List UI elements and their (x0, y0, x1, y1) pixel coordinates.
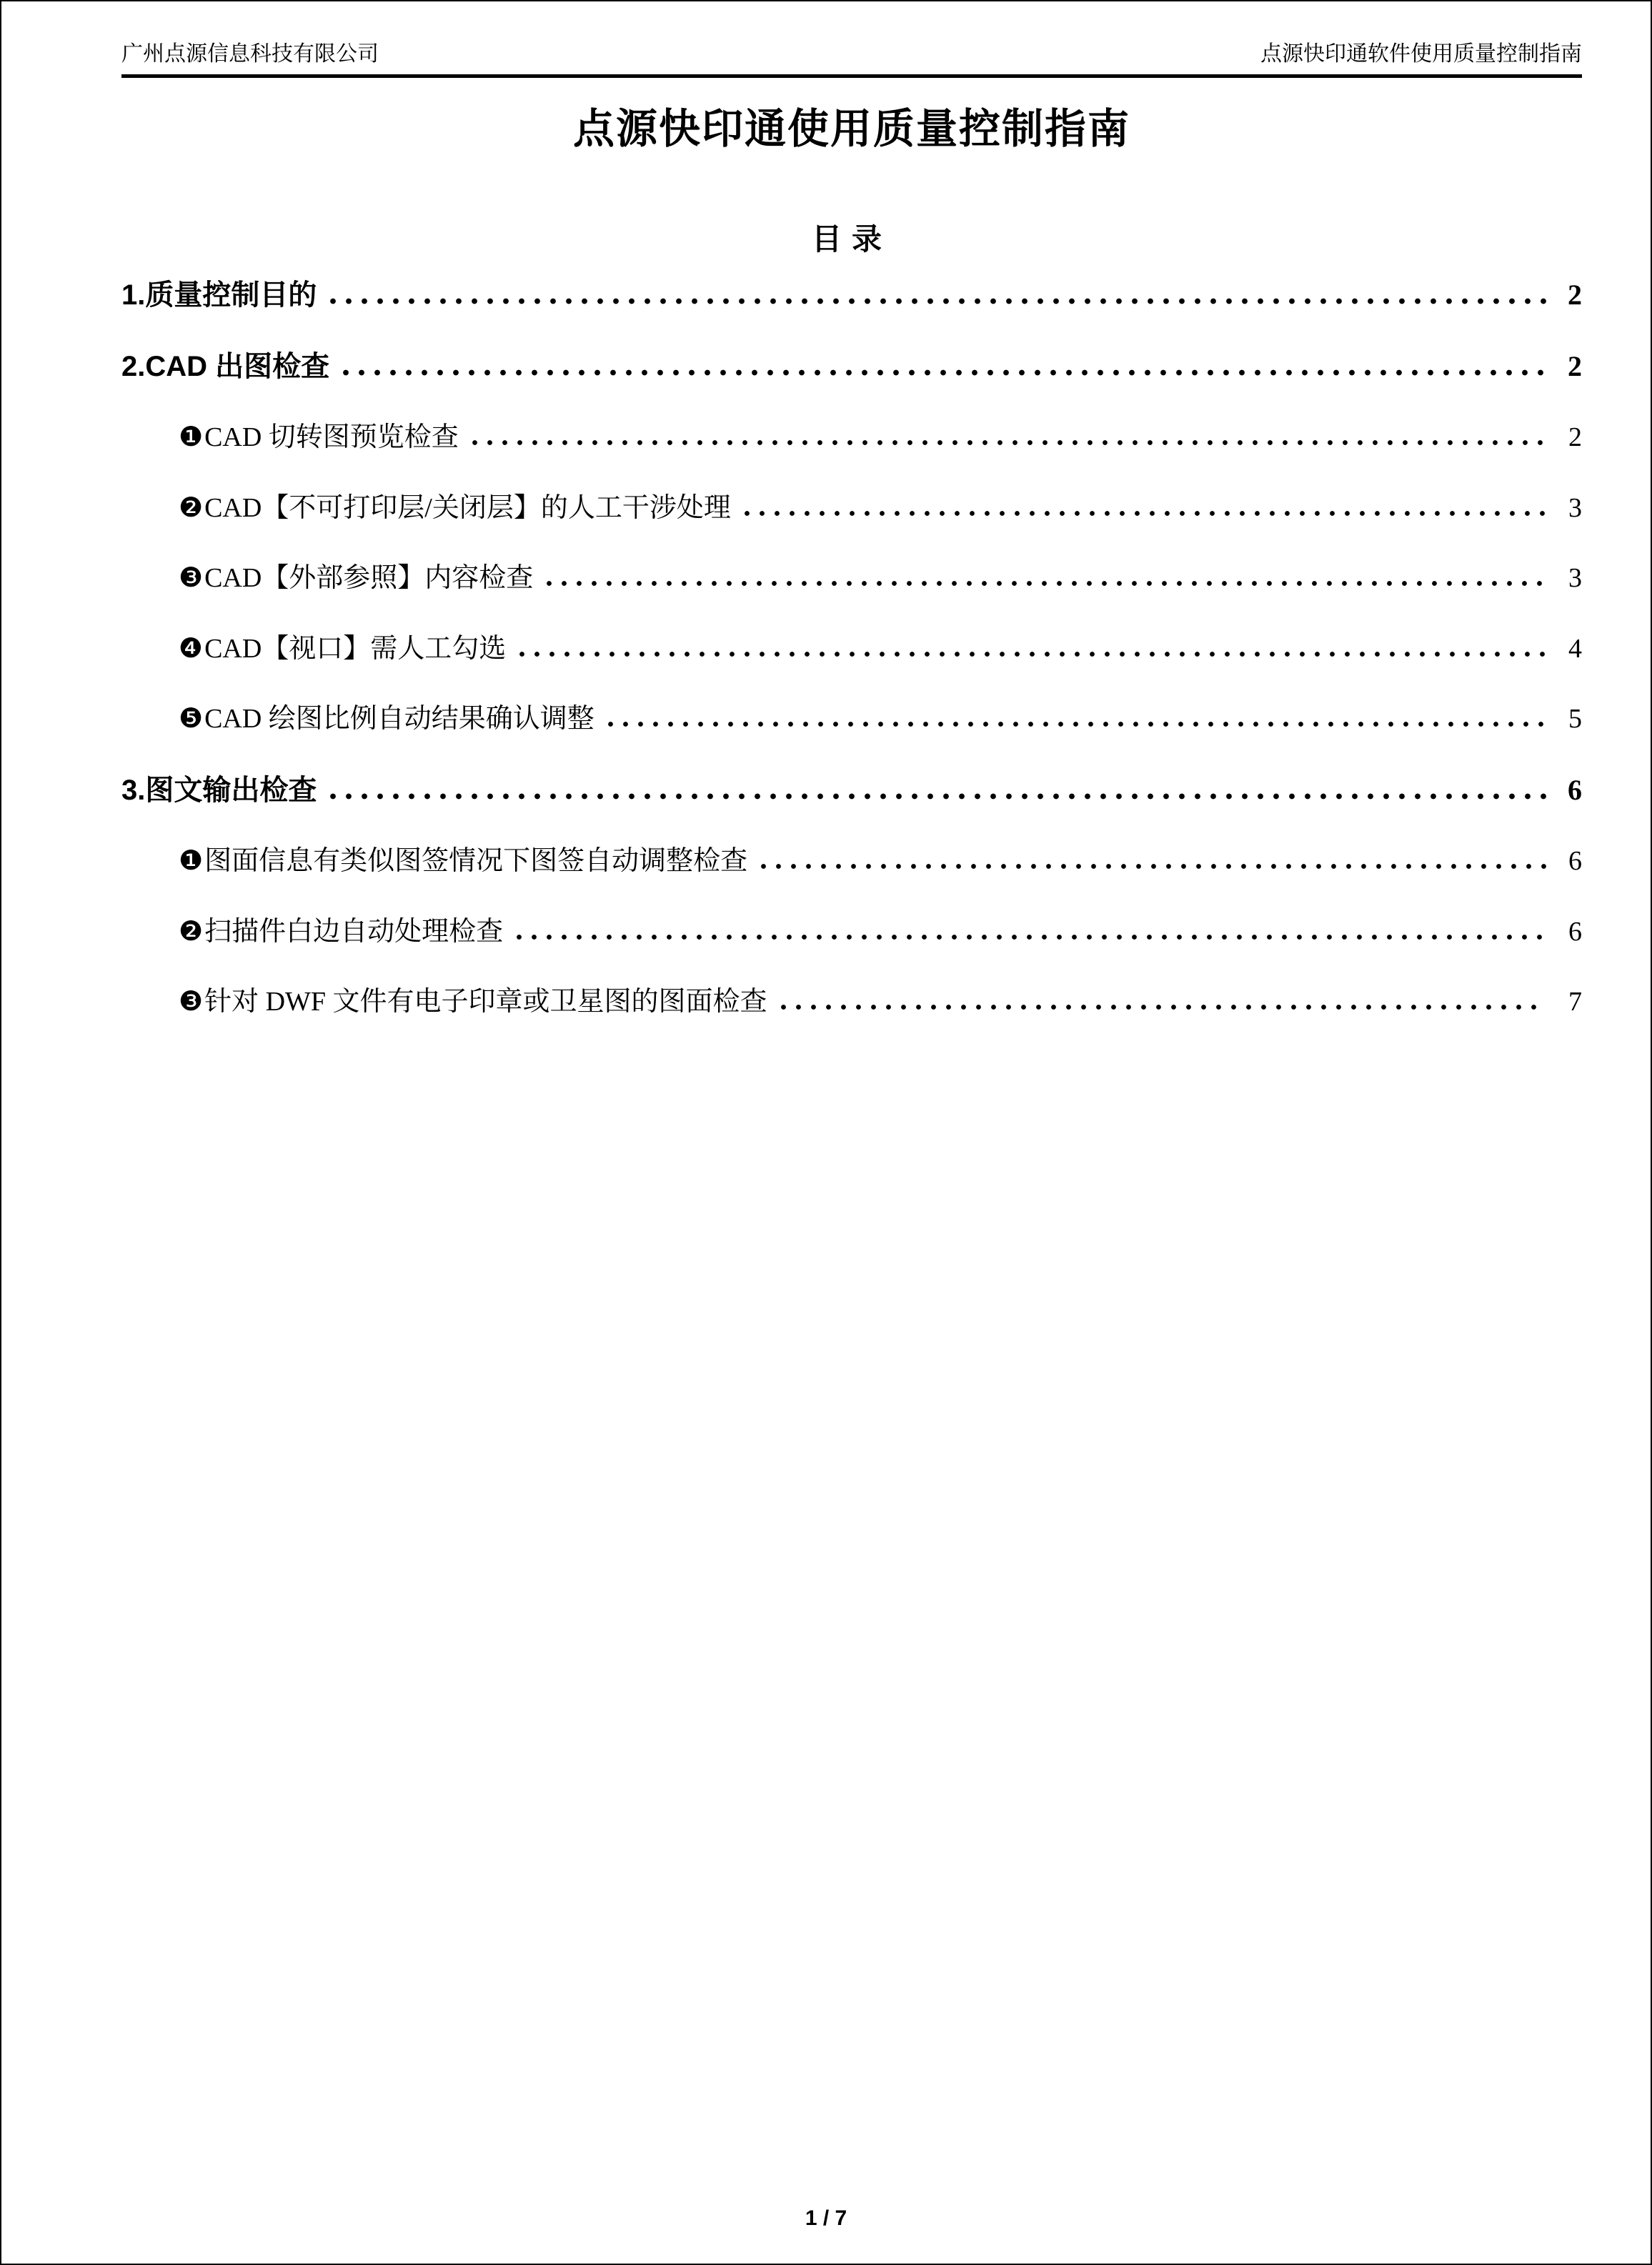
toc-entry-label: CAD【不可打印层/关闭层】的人工干涉处理 (204, 492, 731, 523)
toc-entry-label: CAD【视口】需人工勾选 (204, 633, 507, 664)
toc-entry-cad-xref-check[interactable] (121, 562, 1582, 595)
document-title: 点源快印通使用质量控制指南 (572, 106, 1130, 152)
circled-number-icon: ❺ (179, 702, 204, 735)
toc-entry-page: 2 (1568, 278, 1582, 311)
toc-entry-cad-nonprint-layer[interactable] (121, 492, 1582, 525)
toc-entry-dwf-stamp-check[interactable] (121, 985, 1582, 1019)
toc-entry-cad-preview-check[interactable] (121, 421, 1582, 454)
toc-leader-dots (776, 1004, 1546, 1010)
toc-entry-label: 2.CAD 出图检查 (121, 350, 330, 382)
toc-entry-page: 6 (1568, 916, 1582, 947)
toc-entry-page: 3 (1568, 492, 1582, 523)
toc-entry-label: 1.质量控制目的 (121, 279, 317, 311)
toc-leader-dots (756, 863, 1546, 870)
circled-number-icon: ❶ (179, 420, 204, 452)
toc-leader-dots (325, 298, 1546, 304)
toc-leader-dots (603, 721, 1546, 727)
toc-entry-label: CAD【外部参照】内容检查 (204, 563, 534, 594)
table-of-contents (121, 278, 1582, 1019)
circled-number-icon: ❹ (179, 632, 204, 664)
toc-entry-page: 6 (1568, 773, 1582, 806)
circled-number-icon: ❸ (179, 985, 204, 1017)
toc-leader-dots (325, 793, 1546, 800)
toc-entry-scan-margin-check[interactable] (121, 915, 1582, 949)
toc-heading: 目录 (811, 223, 892, 257)
circled-number-icon: ❶ (179, 844, 204, 876)
header-company-name: 广州点源信息科技有限公司 (121, 42, 379, 66)
toc-leader-dots (338, 369, 1546, 376)
toc-leader-dots (542, 580, 1546, 587)
toc-entry-label: 图面信息有类似图签情况下图签自动调整检查 (204, 845, 748, 876)
toc-entry-label: CAD 绘图比例自动结果确认调整 (204, 704, 594, 735)
toc-entry-label: CAD 切转图预览检查 (204, 422, 459, 452)
toc-entry-label: 3.图文输出检查 (121, 774, 317, 806)
circled-number-icon: ❷ (179, 915, 204, 947)
toc-entry-label: 扫描件白边自动处理检查 (204, 916, 504, 947)
toc-entry-quality-control-purpose[interactable] (121, 278, 1582, 312)
toc-leader-dots (514, 651, 1546, 657)
toc-entry-cad-viewport-select[interactable] (121, 632, 1582, 666)
toc-entry-page: 6 (1568, 845, 1582, 876)
toc-leader-dots (467, 439, 1546, 446)
header-document-name: 点源快印通软件使用质量控制指南 (1260, 42, 1582, 66)
page-header (121, 1, 1582, 78)
toc-entry-page: 7 (1568, 987, 1582, 1017)
circled-number-icon: ❷ (179, 491, 204, 523)
toc-entry-page: 2 (1568, 349, 1582, 382)
toc-leader-dots (512, 934, 1546, 940)
page-number-indicator: 1 / 7 (805, 2206, 847, 2230)
toc-entry-graphic-output-check[interactable] (121, 773, 1582, 807)
toc-entry-page: 4 (1568, 633, 1582, 664)
toc-entry-page: 2 (1568, 422, 1582, 452)
toc-entry-label: 针对 DWF 文件有电子印章或卫星图的图面检查 (204, 987, 767, 1017)
toc-entry-titleblock-adjust-check[interactable] (121, 845, 1582, 878)
circled-number-icon: ❸ (179, 562, 204, 594)
toc-entry-cad-plot-check[interactable] (121, 349, 1582, 384)
toc-entry-cad-scale-confirm[interactable] (121, 702, 1582, 736)
toc-entry-page: 3 (1568, 563, 1582, 594)
toc-leader-dots (740, 510, 1546, 517)
toc-entry-page: 5 (1568, 704, 1582, 735)
